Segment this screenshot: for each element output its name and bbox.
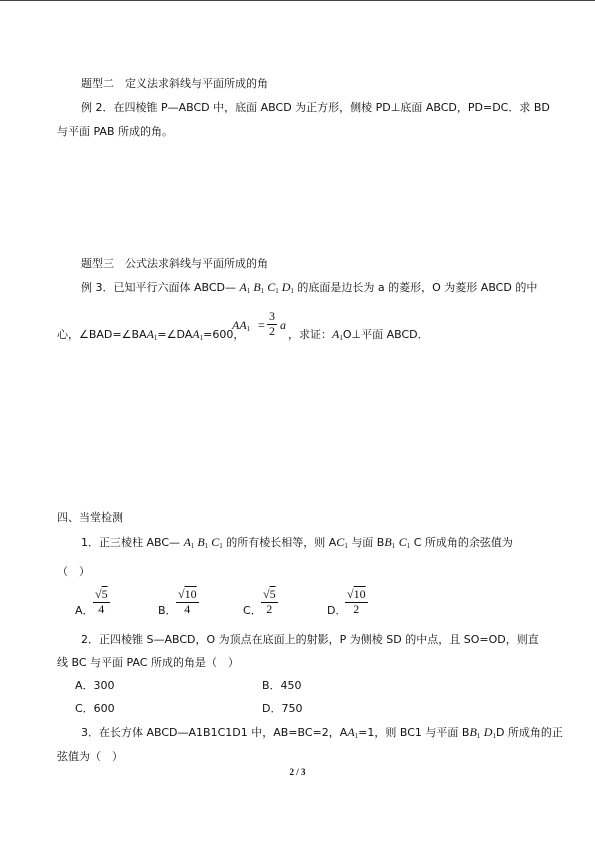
- q1-option-a-label: A．: [75, 604, 94, 617]
- q2-option-b: B．450: [262, 679, 302, 692]
- q3-line1: 3．在长方体 ABCD—A1B1C1D1 中，AB=BC=2，$AA_1=1$，则 BC1 与平面 $BB_1$ $D_1D$ 所成角的正: [81, 725, 563, 740]
- section4-heading: 四、当堂检测: [57, 511, 123, 524]
- q1-option-b-value: $\frac{√10}{4}$: [178, 587, 197, 616]
- q2-option-d: D．750: [262, 702, 303, 715]
- q1-option-d-value: $\frac{√10}{2}$: [347, 587, 366, 616]
- example3-line2: 心，$\angle BAD=\angle BAA_1=\angle DAA_1=600$，: [57, 327, 245, 342]
- q2-line1: 2．正四棱锥 S—ABCD，O 为顶点在底面上的射影，P 为侧棱 SD 的中点，且 SO=OD，则直: [81, 633, 539, 646]
- math-A1B1C1D1: $A_1$ $B_1$ $C_1$ $D_1$: [239, 280, 294, 295]
- formula-lhs: $AA_1$: [232, 318, 251, 333]
- q1-line1: 1．正三棱柱 ABC— $A_1$ $B_1$ $C_1$ 的所有棱长相等，则 $AC_1$ 与面 $BB_1$ $C_1$ C 所成角的余弦值为: [81, 535, 513, 550]
- page-number: 2 / 3: [289, 767, 306, 777]
- q1-option-c-value: $\frac{√5}{2}$: [263, 587, 276, 616]
- example3-line1: 例 3．已知平行六面体 ABCD— $A_1$ $B_1$ $C_1$ $D_1$ 的底面是边长为 a 的菱形，O 为菱形 ABCD 的中: [81, 280, 538, 295]
- example3-line2-tail: ，求证：$A_1O\perp$平面 ABCD．: [288, 327, 429, 342]
- q1-option-a-value: $\frac{√5}{4}$: [95, 587, 108, 616]
- q1-paren: （ ）: [57, 565, 90, 578]
- q1-option-d-label: D．: [327, 604, 347, 617]
- type2-heading: 题型二 定义法求斜线与平面所成的角: [81, 77, 268, 90]
- q1-option-b-label: B．: [158, 604, 177, 617]
- top-rule: [0, 0, 595, 1]
- formula-fraction: $\frac{3}{2}$: [269, 309, 275, 338]
- q1-option-c-label: C．: [243, 604, 262, 617]
- q2-line2: 线 BC 与平面 PAC 所成的角是（ ）: [57, 656, 239, 669]
- q2-option-c: C．600: [75, 702, 115, 715]
- example2-line1: 例 2．在四棱锥 P—ABCD 中，底面 ABCD 为正方形，侧棱 PD⊥底面 ABCD，PD=DC．求 BD: [81, 101, 550, 114]
- example2-line2: 与平面 PAB 所成的角。: [57, 125, 173, 138]
- type3-heading: 题型三 公式法求斜线与平面所成的角: [81, 257, 268, 270]
- q3-line2: 弦值为（ ）: [57, 750, 123, 763]
- q2-option-a: A．300: [75, 679, 115, 692]
- formula-eq: =: [258, 318, 265, 332]
- formula-var: a: [280, 318, 286, 332]
